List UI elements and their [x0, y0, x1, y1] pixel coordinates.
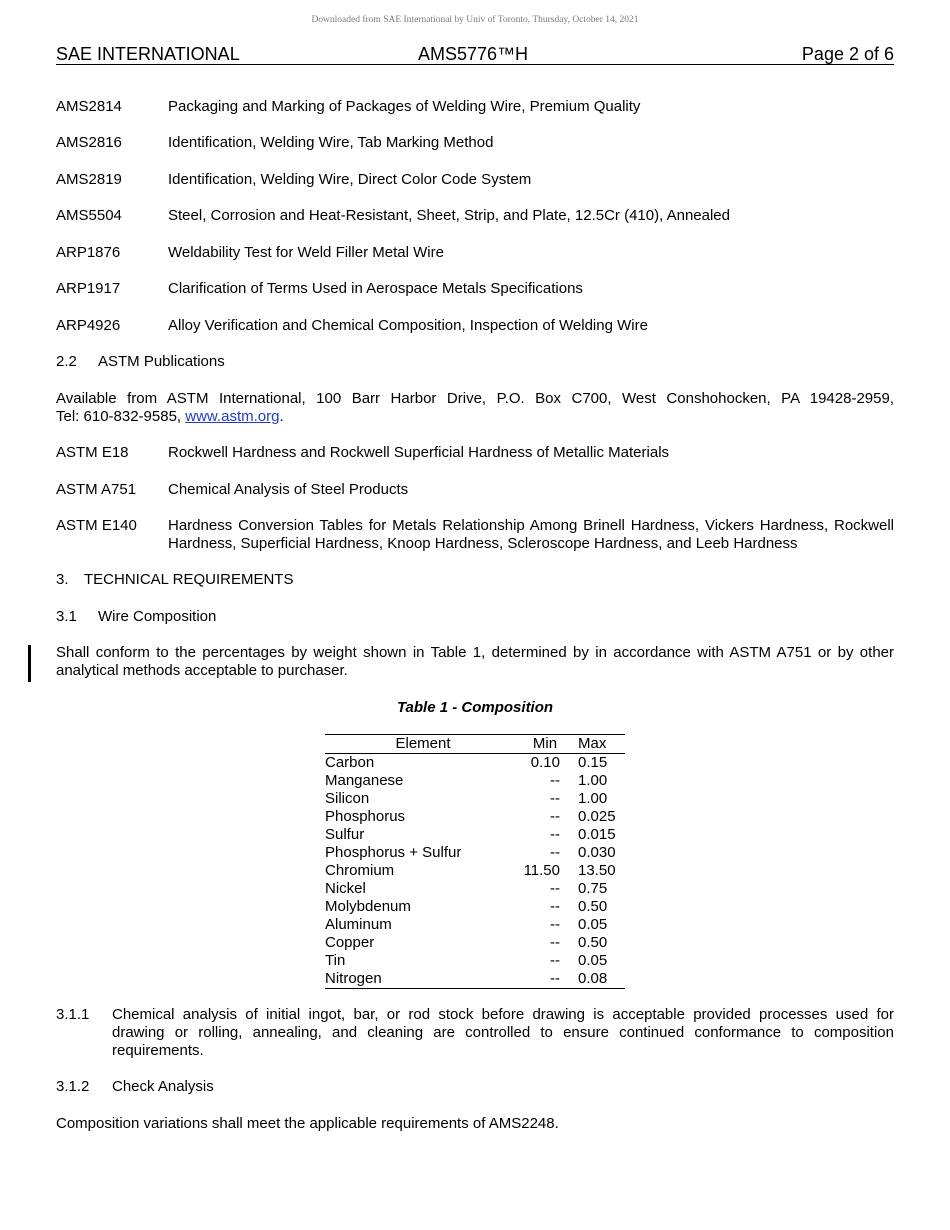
- reference-code: ASTM E18: [56, 444, 129, 461]
- reference-code: AMS5504: [56, 207, 122, 224]
- cell-element: Phosphorus + Sulfur: [325, 844, 462, 861]
- reference-code: AMS2819: [56, 171, 122, 188]
- paragraph-line: analytical methods acceptable to purchaser.: [56, 662, 348, 679]
- cell-element: Nickel: [325, 880, 366, 897]
- punctuation: .: [279, 408, 284, 425]
- cell-element: Manganese: [325, 772, 404, 789]
- paragraph-line: drawing or rolling, annealing, and cleaning are controlled to ensure continued conformance to composition: [112, 1024, 894, 1041]
- table-row: [325, 970, 625, 989]
- cell-min: --: [550, 844, 560, 861]
- cell-element: Chromium: [325, 862, 395, 879]
- reference-title-line: Hardness, Superficial Hardness, Knoop Hardness, Scleroscope Hardness, and Leeb Hardness: [168, 535, 798, 552]
- section-title: TECHNICAL REQUIREMENTS: [84, 571, 294, 588]
- reference-code: ARP1876: [56, 244, 121, 261]
- section-number: 3.1.2: [56, 1078, 90, 1095]
- reference-title: Chemical Analysis of Steel Products: [168, 481, 409, 498]
- table-row: [325, 754, 625, 772]
- table-row: [325, 916, 625, 934]
- table-row: [325, 934, 625, 952]
- table-row: [325, 898, 625, 916]
- cell-max: 0.05: [578, 952, 608, 969]
- reference-code: ASTM A751: [56, 481, 137, 498]
- table-row: [325, 772, 625, 790]
- reference-title: Packaging and Marking of Packages of Welding Wire, Premium Quality: [168, 98, 641, 115]
- cell-element: Sulfur: [325, 826, 365, 843]
- cell-element: Nitrogen: [325, 970, 382, 987]
- column-header-min: Min: [532, 735, 558, 752]
- cell-min: --: [550, 898, 560, 915]
- cell-max: 0.015: [578, 826, 616, 843]
- cell-element: Tin: [325, 952, 346, 969]
- cell-max: 0.50: [578, 934, 608, 951]
- table-row: [325, 808, 625, 826]
- cell-min: --: [550, 772, 560, 789]
- cell-min: 0.10: [530, 754, 560, 771]
- astm-website-link[interactable]: www.astm.org: [185, 408, 280, 425]
- subsection-body: [112, 1006, 894, 1060]
- reference-code: ARP1917: [56, 280, 121, 297]
- reference-code: ASTM E140: [56, 517, 137, 534]
- section-title: Check Analysis: [112, 1078, 214, 1095]
- section-title: ASTM Publications: [98, 353, 225, 370]
- reference-title: Identification, Welding Wire, Direct Color Code System: [168, 171, 532, 188]
- section-number: 3.1.1: [56, 1006, 90, 1023]
- composition-table: [325, 734, 625, 989]
- page-header: [56, 44, 894, 65]
- paragraph-line: requirements.: [112, 1042, 204, 1059]
- cell-min: --: [550, 826, 560, 843]
- header-doc-number: AMS5776™H: [418, 44, 529, 64]
- cell-max: 0.030: [578, 844, 616, 861]
- cell-min: --: [550, 880, 560, 897]
- section-number: 2.2: [56, 353, 77, 370]
- paragraph-line: Chemical analysis of initial ingot, bar, or rod stock before drawing is acceptable provided processes used for: [112, 1006, 894, 1023]
- table-caption: Table 1 - Composition: [396, 699, 554, 716]
- paragraph-line: [56, 408, 894, 426]
- table-row: [325, 790, 625, 808]
- reference-title-line: Hardness Conversion Tables for Metals Relationship Among Brinell Hardness, Vickers Hardness, Rockwell: [168, 517, 894, 534]
- cell-min: --: [550, 916, 560, 933]
- table-row: [325, 880, 625, 898]
- table-row: [325, 862, 625, 880]
- header-page-number: Page 2 of 6: [801, 44, 894, 64]
- check-analysis-paragraph: Composition variations shall meet the applicable requirements of AMS2248.: [56, 1115, 559, 1132]
- reference-title: Clarification of Terms Used in Aerospace Metals Specifications: [168, 280, 583, 297]
- cell-max: 0.15: [578, 754, 608, 771]
- reference-title: Rockwell Hardness and Rockwell Superficial Hardness of Metallic Materials: [168, 444, 670, 461]
- phone-text: Tel: 610-832-9585,: [56, 408, 186, 425]
- download-banner: Downloaded from SAE International by Univ of Toronto, Thursday, October 14, 2021: [311, 15, 639, 25]
- reference-title: Identification, Welding Wire, Tab Marking Method: [168, 134, 494, 151]
- reference-code: ARP4926: [56, 317, 121, 334]
- cell-element: Carbon: [325, 754, 375, 771]
- reference-title: [168, 517, 894, 553]
- reference-title: Alloy Verification and Chemical Composition, Inspection of Welding Wire: [168, 317, 648, 334]
- reference-title: Weldability Test for Weld Filler Metal Wire: [168, 244, 444, 261]
- cell-min: --: [550, 790, 560, 807]
- cell-min: 11.50: [523, 862, 560, 879]
- cell-max: 0.75: [578, 880, 608, 897]
- table-header-row: [325, 735, 625, 754]
- section-number: 3.1: [56, 608, 77, 625]
- table-row: [325, 952, 625, 970]
- cell-min: --: [550, 970, 560, 987]
- cell-element: Phosphorus: [325, 808, 406, 825]
- table-row: [325, 826, 625, 844]
- cell-max: 0.50: [578, 898, 608, 915]
- cell-min: --: [550, 808, 560, 825]
- cell-element: Silicon: [325, 790, 370, 807]
- cell-max: 0.05: [578, 916, 608, 933]
- cell-max: 1.00: [578, 772, 608, 789]
- reference-code: AMS2816: [56, 134, 122, 151]
- cell-element: Aluminum: [325, 916, 392, 933]
- paragraph-line: Shall conform to the percentages by weight shown in Table 1, determined by in accordance with ASTM A751 or by other: [56, 644, 894, 661]
- revision-change-bar: [28, 645, 31, 682]
- cell-min: --: [550, 952, 560, 969]
- composition-paragraph: [56, 644, 894, 680]
- reference-title: Steel, Corrosion and Heat-Resistant, Sheet, Strip, and Plate, 12.5Cr (410), Annealed: [168, 207, 730, 224]
- column-header-max: Max: [578, 735, 607, 752]
- header-org: SAE INTERNATIONAL: [56, 44, 240, 64]
- cell-element: Copper: [325, 934, 375, 951]
- cell-min: --: [550, 934, 560, 951]
- cell-max: 13.50: [578, 862, 616, 879]
- cell-element: Molybdenum: [325, 898, 411, 915]
- section-number: 3.: [56, 571, 69, 588]
- reference-code: AMS2814: [56, 98, 122, 115]
- cell-max: 0.08: [578, 970, 608, 987]
- section-title: Wire Composition: [98, 608, 217, 625]
- column-header-element: Element: [395, 735, 451, 752]
- table-row: [325, 844, 625, 862]
- astm-availability-paragraph: [56, 390, 894, 426]
- paragraph-line: Available from ASTM International, 100 Barr Harbor Drive, P.O. Box C700, West Conshohocken, PA 19428-2959,: [56, 390, 894, 407]
- cell-max: 0.025: [578, 808, 616, 825]
- cell-max: 1.00: [578, 790, 608, 807]
